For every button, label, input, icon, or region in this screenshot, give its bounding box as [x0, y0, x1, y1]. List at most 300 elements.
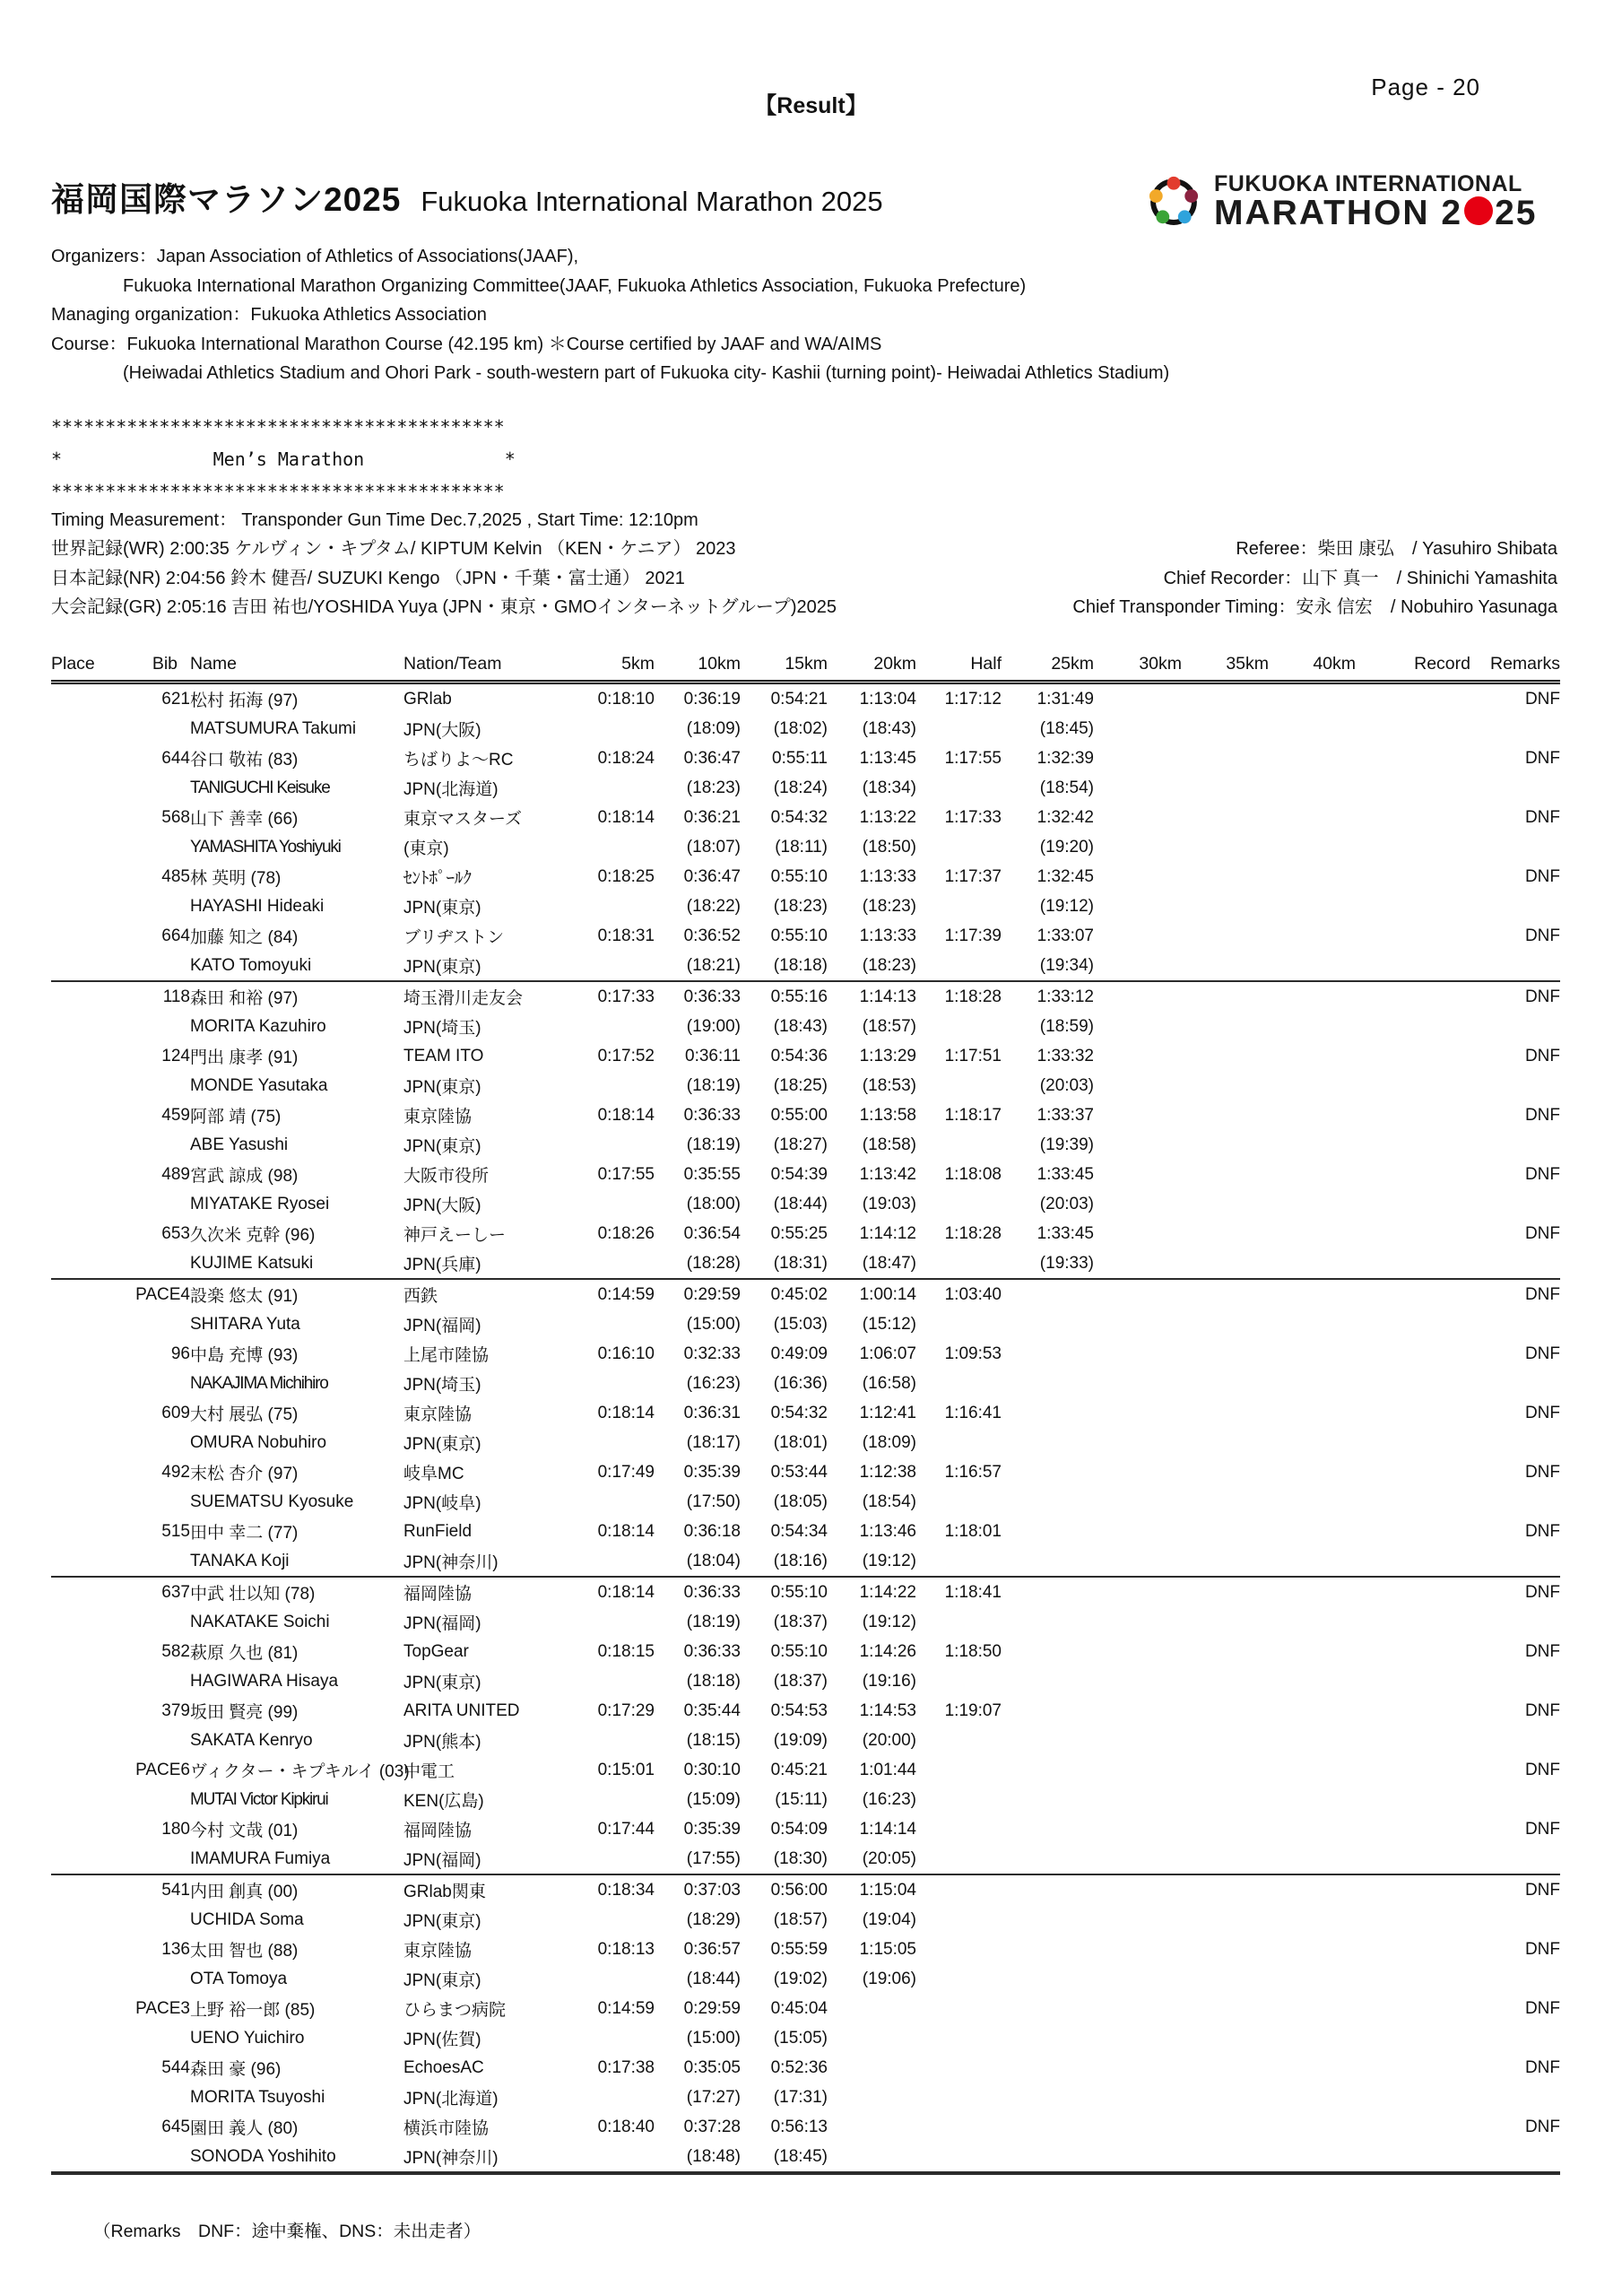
lap-20km-cell: (15:12): [862, 1314, 916, 1334]
split-half-cell: 1:18:08: [944, 1164, 1002, 1184]
runner-row-splits: [51, 1874, 1560, 1905]
lap-half-cell: [916, 1309, 1002, 1339]
name-latin-cell: KUJIME Katsuki: [190, 1253, 314, 1273]
nation-cell: JPN(埼玉): [403, 1376, 481, 1395]
bib-cell: 568: [161, 807, 190, 827]
split-40km-cell: [1269, 2112, 1356, 2142]
lap-15km-cell: (18:44): [773, 1194, 828, 1213]
lap-5km-cell: [587, 2142, 655, 2173]
split-20km-cell: 1:13:33: [859, 866, 916, 886]
lap-35km-cell: [1182, 1785, 1269, 1814]
split-5km-cell: 0:18:40: [597, 2117, 655, 2136]
lap-10km-cell: (18:48): [686, 2146, 741, 2166]
name-latin-cell: SUEMATSU Kyosuke: [190, 1492, 354, 1511]
lap-35km-cell: [1182, 714, 1269, 744]
split-5km-cell: 0:18:31: [597, 926, 655, 945]
header-record: Record: [1414, 654, 1470, 674]
lap-5km-cell: [587, 1369, 655, 1398]
lap-25km-cell: (18:59): [1039, 1016, 1094, 1036]
split-10km-cell: 0:36:18: [683, 1521, 741, 1541]
nation-cell: JPN(埼玉): [403, 1019, 481, 1038]
team-cell: 福岡陸協: [403, 1822, 473, 1840]
remarks-cell: DNF: [1524, 987, 1560, 1006]
bib-cell-empty: [51, 1905, 190, 1935]
lap-20km-cell: (19:12): [862, 1612, 916, 1631]
lap-5km-cell: [587, 1785, 655, 1814]
bib-cell-empty: [51, 951, 190, 981]
split-35km-cell: [1182, 981, 1269, 1012]
lap-20km-cell: (18:54): [862, 1492, 916, 1511]
runner-row-splits: [51, 1814, 1560, 1844]
lap-25km-cell: [1002, 1666, 1094, 1696]
bib-cell-empty: [51, 1785, 190, 1814]
lap-10km-cell: (18:17): [686, 1432, 741, 1452]
record-cell-empty: [1356, 1189, 1470, 1219]
lap-35km-cell: [1182, 2023, 1269, 2053]
lap-15km-cell: (19:02): [773, 1969, 828, 1988]
record-cell-empty: [1356, 1546, 1470, 1577]
runner-row-laps: [51, 1428, 1560, 1457]
lap-30km-cell: [1094, 1726, 1182, 1755]
split-half-cell: 1:18:50: [944, 1641, 1002, 1661]
bib-cell-empty: [51, 2142, 190, 2173]
logo-text: [1214, 172, 1538, 231]
split-5km-cell: 0:18:13: [597, 1939, 655, 1959]
split-30km-cell: [1094, 1637, 1182, 1666]
lap-5km-cell: [587, 1607, 655, 1637]
banner-title: * Men’s Marathon *: [51, 448, 516, 470]
lap-35km-cell: [1182, 2083, 1269, 2112]
split-5km-cell: 0:17:52: [597, 1046, 655, 1065]
split-15km-cell: 0:55:10: [770, 1582, 828, 1602]
page-number: Page - 20: [1371, 74, 1480, 100]
lap-35km-cell: [1182, 1248, 1269, 1279]
bib-cell: 459: [161, 1105, 190, 1125]
lap-half-cell: [916, 1130, 1002, 1160]
lap-10km-cell: (18:04): [686, 1551, 741, 1570]
split-15km-cell: 0:56:13: [770, 2117, 828, 2136]
split-20km-cell: [828, 2112, 916, 2142]
remarks-cell: DNF: [1524, 926, 1560, 945]
split-15km-cell: 0:54:32: [770, 807, 828, 827]
remarks-cell-empty: [1470, 2023, 1560, 2053]
split-25km-cell: [1002, 1696, 1094, 1726]
lap-35km-cell: [1182, 1428, 1269, 1457]
record-cell: [1356, 1994, 1470, 2023]
split-15km-cell: 0:52:36: [770, 2057, 828, 2077]
lap-5km-cell: [587, 714, 655, 744]
lap-5km-cell: [587, 832, 655, 862]
split-35km-cell: [1182, 1100, 1269, 1130]
lap-35km-cell: [1182, 1487, 1269, 1517]
split-5km-cell: 0:16:10: [597, 1344, 655, 1363]
records-block: [51, 535, 1557, 622]
record-cell-empty: [1356, 1309, 1470, 1339]
split-10km-cell: 0:36:33: [683, 987, 741, 1006]
split-25km-cell: 1:33:07: [1037, 926, 1094, 945]
split-35km-cell: [1182, 1814, 1269, 1844]
header-30km: 30km: [1139, 654, 1182, 674]
record-cell: [1356, 1517, 1470, 1546]
split-25km-cell: [1002, 2112, 1094, 2142]
split-15km-cell: 0:55:10: [770, 866, 828, 886]
lap-10km-cell: (18:19): [686, 1075, 741, 1095]
lap-40km-cell: [1269, 1785, 1356, 1814]
lap-15km-cell: (16:36): [773, 1373, 828, 1393]
split-25km-cell: 1:33:32: [1037, 1046, 1094, 1065]
lap-20km-cell: (18:23): [862, 955, 916, 975]
runner-row-laps: [51, 773, 1560, 803]
runner-row-splits: [51, 1637, 1560, 1666]
lap-10km-cell: (18:28): [686, 1253, 741, 1273]
lap-25km-cell: (20:03): [1039, 1075, 1094, 1095]
lap-half-cell: [916, 891, 1002, 921]
split-15km-cell: 0:54:32: [770, 1403, 828, 1422]
lap-5km-cell: [587, 1964, 655, 1994]
remarks-cell-empty: [1470, 1369, 1560, 1398]
remarks-cell: DNF: [1524, 1582, 1560, 1602]
lap-20km-cell: (18:50): [862, 837, 916, 857]
team-cell: 東京陸協: [403, 1942, 473, 1961]
runner-row-splits: [51, 1457, 1560, 1487]
name-jp-cell: 谷口 敬祐 (83): [190, 751, 299, 770]
split-40km-cell: [1269, 1457, 1356, 1487]
record-cell: [1356, 2053, 1470, 2083]
lap-40km-cell: [1269, 1428, 1356, 1457]
runner-row-splits: [51, 1279, 1560, 1309]
split-35km-cell: [1182, 1874, 1269, 1905]
lap-20km-cell: (18:09): [862, 1432, 916, 1452]
split-25km-cell: [1002, 1398, 1094, 1428]
split-30km-cell: [1094, 1577, 1182, 1607]
lap-10km-cell: (15:00): [686, 1314, 741, 1334]
bib-cell: PACE3: [135, 1998, 190, 2018]
lap-5km-cell: [587, 1666, 655, 1696]
runner-row-splits: [51, 1041, 1560, 1071]
lap-half-cell: [916, 1905, 1002, 1935]
team-cell: EchoesAC: [403, 2057, 484, 2077]
remarks-cell: DNF: [1524, 748, 1560, 768]
team-cell: TEAM ITO: [403, 1046, 484, 1065]
bib-cell: 582: [161, 1641, 190, 1661]
split-5km-cell: 0:17:55: [597, 1164, 655, 1184]
split-5km-cell: 0:18:10: [597, 689, 655, 709]
lap-half-cell: [916, 1964, 1002, 1994]
runner-row-laps: [51, 1964, 1560, 1994]
nation-cell: JPN(岐阜): [403, 1494, 481, 1513]
team-cell: ｾﾝﾄﾎﾟｰﾙｸ: [403, 869, 473, 888]
bib-cell: 621: [161, 689, 190, 709]
lap-5km-cell: [587, 2023, 655, 2053]
lap-40km-cell: [1269, 773, 1356, 803]
lap-5km-cell: [587, 1309, 655, 1339]
bib-cell-empty: [51, 832, 190, 862]
runner-row-splits: [51, 2112, 1560, 2142]
split-5km-cell: 0:18:24: [597, 748, 655, 768]
remarks-cell-empty: [1470, 714, 1560, 744]
lap-half-cell: [916, 2023, 1002, 2053]
lap-15km-cell: (18:43): [773, 1016, 828, 1036]
runner-row-laps: [51, 1130, 1560, 1160]
lap-10km-cell: (18:18): [686, 1671, 741, 1691]
remarks-cell-empty: [1470, 1309, 1560, 1339]
split-35km-cell: [1182, 803, 1269, 832]
remarks-cell-empty: [1470, 2142, 1560, 2173]
split-5km-cell: 0:18:15: [597, 1641, 655, 1661]
remarks-cell-empty: [1470, 1189, 1560, 1219]
split-half-cell: 1:17:55: [944, 748, 1002, 768]
split-20km-cell: 1:13:46: [859, 1521, 916, 1541]
name-latin-cell: HAYASHI Hideaki: [190, 896, 325, 916]
name-latin-cell: SONODA Yoshihito: [190, 2146, 336, 2166]
split-30km-cell: [1094, 1279, 1182, 1309]
lap-20km-cell: (18:47): [862, 1253, 916, 1273]
name-jp-cell: 森田 豪 (96): [190, 2060, 282, 2079]
split-30km-cell: [1094, 683, 1182, 715]
lap-15km-cell: (18:57): [773, 1909, 828, 1929]
record-cell-empty: [1356, 832, 1470, 862]
lap-5km-cell: [587, 1546, 655, 1577]
name-jp-cell: 設楽 悠太 (91): [190, 1287, 299, 1306]
team-cell: TopGear: [403, 1641, 469, 1661]
split-10km-cell: 0:35:39: [683, 1819, 741, 1839]
split-15km-cell: 0:55:25: [770, 1223, 828, 1243]
results-table: [51, 642, 1560, 2175]
lap-half-cell: [916, 773, 1002, 803]
remarks-cell: DNF: [1524, 1403, 1560, 1422]
record-cell-empty: [1356, 1905, 1470, 1935]
runner-row-laps: [51, 1487, 1560, 1517]
remarks-cell: DNF: [1524, 2057, 1560, 2077]
split-35km-cell: [1182, 1935, 1269, 1964]
team-cell: 中電工: [403, 1762, 455, 1781]
team-cell: 大阪市役所: [403, 1167, 490, 1186]
lap-40km-cell: [1269, 1546, 1356, 1577]
event-logo: [1141, 169, 1538, 235]
remarks-cell: DNF: [1524, 1344, 1560, 1363]
lap-half-cell: [916, 1607, 1002, 1637]
split-20km-cell: 1:14:14: [859, 1819, 916, 1839]
remarks-cell: DNF: [1524, 1284, 1560, 1304]
split-half-cell: 1:09:53: [944, 1344, 1002, 1363]
info-course-2: (Heiwadai Athletics Stadium and Ohori Park - south-western part of Fukuoka city- Kashii (turning point)- Heiwadai Athletics Stadium): [123, 363, 1170, 383]
logo-line2-pre: MARATHON 2: [1214, 194, 1463, 232]
runner-row-laps: [51, 1607, 1560, 1637]
name-latin-cell: SHITARA Yuta: [190, 1314, 300, 1334]
split-35km-cell: [1182, 1041, 1269, 1071]
lap-5km-cell: [587, 951, 655, 981]
remarks-cell: DNF: [1524, 1223, 1560, 1243]
record-cell: [1356, 1637, 1470, 1666]
record-cell-empty: [1356, 1726, 1470, 1755]
lap-10km-cell: (18:00): [686, 1194, 741, 1213]
header-35km: 35km: [1226, 654, 1269, 674]
lap-25km-cell: (18:54): [1039, 778, 1094, 797]
bib-cell: 492: [161, 1462, 190, 1482]
split-half-cell: 1:18:28: [944, 987, 1002, 1006]
split-40km-cell: [1269, 1994, 1356, 2023]
runner-row-splits: [51, 1577, 1560, 1607]
split-35km-cell: [1182, 921, 1269, 951]
team-cell: ブリヂストン: [403, 928, 505, 947]
bib-cell: 180: [161, 1819, 190, 1839]
lap-5km-cell: [587, 1012, 655, 1041]
name-latin-cell: HAGIWARA Hisaya: [190, 1671, 339, 1691]
record-cell: [1356, 1874, 1470, 1905]
name-latin-cell: MATSUMURA Takumi: [190, 718, 357, 738]
logo-line1: FUKUOKA INTERNATIONAL: [1214, 171, 1522, 196]
runner-row-splits: [51, 1100, 1560, 1130]
lap-20km-cell: (20:00): [862, 1730, 916, 1750]
bib-cell-empty: [51, 1369, 190, 1398]
lap-20km-cell: (18:57): [862, 1016, 916, 1036]
split-20km-cell: 1:13:58: [859, 1105, 916, 1125]
split-15km-cell: 0:55:59: [770, 1939, 828, 1959]
runner-row-laps: [51, 714, 1560, 744]
lap-15km-cell: (18:30): [773, 1848, 828, 1868]
lap-30km-cell: [1094, 1546, 1182, 1577]
record-cell-empty: [1356, 1844, 1470, 1874]
split-35km-cell: [1182, 2053, 1269, 2083]
record-cell: [1356, 1041, 1470, 1071]
lap-25km-cell: [1002, 1546, 1094, 1577]
split-30km-cell: [1094, 2112, 1182, 2142]
bib-cell: 637: [161, 1582, 190, 1602]
split-25km-cell: [1002, 1814, 1094, 1844]
lap-5km-cell: [587, 1726, 655, 1755]
split-25km-cell: 1:31:49: [1037, 689, 1094, 709]
split-10km-cell: 0:35:05: [683, 2057, 741, 2077]
lap-40km-cell: [1269, 891, 1356, 921]
runner-row-laps: [51, 1785, 1560, 1814]
nation-cell: JPN(大阪): [403, 721, 481, 740]
split-5km-cell: 0:14:59: [597, 1284, 655, 1304]
split-10km-cell: 0:36:33: [683, 1105, 741, 1125]
split-25km-cell: 1:33:37: [1037, 1105, 1094, 1125]
split-20km-cell: 1:14:53: [859, 1700, 916, 1720]
name-latin-cell: ABE Yasushi: [190, 1135, 289, 1154]
record-cell: [1356, 1219, 1470, 1248]
bib-cell: PACE4: [135, 1284, 190, 1304]
record-text: 大会記録(GR) 2:05:16 吉田 祐也/YOSHIDA Yuya (JPN・東京・GMOインターネットグループ)2025: [51, 597, 837, 617]
lap-15km-cell: (18:37): [773, 1612, 828, 1631]
name-jp-cell: 林 英明 (78): [190, 869, 282, 888]
name-latin-cell: TANAKA Koji: [190, 1551, 290, 1570]
remarks-legend: （Remarks DNF：途中棄権、DNS：未出走者）: [93, 2222, 481, 2241]
split-25km-cell: [1002, 1457, 1094, 1487]
logo-line2-post: 25: [1495, 194, 1538, 232]
lap-20km-cell: (18:58): [862, 1135, 916, 1154]
team-cell: RunField: [403, 1521, 473, 1541]
split-15km-cell: 0:54:21: [770, 689, 828, 709]
record-cell: [1356, 683, 1470, 715]
split-5km-cell: 0:17:44: [597, 1819, 655, 1839]
info-course: Course：Fukuoka International Marathon Course (42.195 km) ＊Course certified by JAAF and WA/AIMS: [51, 334, 882, 354]
split-40km-cell: [1269, 1041, 1356, 1071]
lap-25km-cell: [1002, 1428, 1094, 1457]
lap-25km-cell: [1002, 1844, 1094, 1874]
runner-row-splits: [51, 744, 1560, 773]
banner-top: ******************************************: [51, 416, 505, 438]
team-cell: 埼玉滑川走友会: [403, 989, 524, 1008]
lap-20km-cell: (18:34): [862, 778, 916, 797]
lap-40km-cell: [1269, 1309, 1356, 1339]
lap-20km-cell: (16:58): [862, 1373, 916, 1393]
record-cell-empty: [1356, 1130, 1470, 1160]
lap-15km-cell: (18:16): [773, 1551, 828, 1570]
runner-row-splits: [51, 1994, 1560, 2023]
split-35km-cell: [1182, 1577, 1269, 1607]
nation-cell: JPN(東京): [403, 1137, 481, 1156]
lap-25km-cell: [1002, 1785, 1094, 1814]
split-20km-cell: 1:13:04: [859, 689, 916, 709]
section-banner: [51, 411, 516, 508]
runner-row-laps: [51, 1666, 1560, 1696]
nation-cell: JPN(東京): [403, 1435, 481, 1454]
lap-40km-cell: [1269, 1248, 1356, 1279]
official-chief-transponder: Chief Transponder Timing：安永 信宏 / Nobuhiro Yasunaga: [1072, 597, 1557, 617]
lap-10km-cell: (15:09): [686, 1789, 741, 1809]
split-10km-cell: 0:37:28: [683, 2117, 741, 2136]
remarks-cell-empty: [1470, 891, 1560, 921]
lap-25km-cell: [1002, 1607, 1094, 1637]
bib-cell: 379: [161, 1700, 190, 1720]
lap-half-cell: [916, 1428, 1002, 1457]
remarks-cell: DNF: [1524, 689, 1560, 709]
name-latin-cell: KATO Tomoyuki: [190, 955, 312, 975]
bib-cell-empty: [51, 1964, 190, 1994]
header-place: Place: [51, 654, 95, 674]
lap-40km-cell: [1269, 1012, 1356, 1041]
lap-30km-cell: [1094, 1844, 1182, 1874]
split-half-cell: 1:17:39: [944, 926, 1002, 945]
runner-row-splits: [51, 1219, 1560, 1248]
lap-30km-cell: [1094, 773, 1182, 803]
lap-15km-cell: (18:18): [773, 955, 828, 975]
nation-cell: JPN(東京): [403, 958, 481, 977]
lap-25km-cell: (19:39): [1039, 1135, 1094, 1154]
split-10km-cell: 0:36:33: [683, 1641, 741, 1661]
split-15km-cell: 0:55:10: [770, 926, 828, 945]
lap-40km-cell: [1269, 1130, 1356, 1160]
lap-20km-cell: (18:43): [862, 718, 916, 738]
split-15km-cell: 0:49:09: [770, 1344, 828, 1363]
split-30km-cell: [1094, 2053, 1182, 2083]
lap-5km-cell: [587, 1130, 655, 1160]
lap-25km-cell: (19:12): [1039, 896, 1094, 916]
split-40km-cell: [1269, 981, 1356, 1012]
split-10km-cell: 0:36:19: [683, 689, 741, 709]
split-15km-cell: 0:55:11: [772, 748, 828, 768]
nation-cell: JPN(熊本): [403, 1733, 481, 1752]
split-half-cell: [916, 1874, 1002, 1905]
result-heading: 【Result】: [754, 93, 868, 118]
split-30km-cell: [1094, 921, 1182, 951]
lap-40km-cell: [1269, 2142, 1356, 2173]
lap-30km-cell: [1094, 1666, 1182, 1696]
lap-40km-cell: [1269, 1964, 1356, 1994]
name-jp-cell: ヴィクター・キプキルイ (03): [190, 1762, 410, 1781]
remarks-cell: DNF: [1524, 1641, 1560, 1661]
split-5km-cell: 0:18:14: [597, 1105, 655, 1125]
record-cell-empty: [1356, 773, 1470, 803]
record-cell: [1356, 862, 1470, 891]
record-cell-empty: [1356, 2023, 1470, 2053]
split-10km-cell: 0:30:10: [683, 1760, 741, 1779]
split-35km-cell: [1182, 2112, 1269, 2142]
lap-40km-cell: [1269, 1905, 1356, 1935]
split-20km-cell: 1:13:42: [859, 1164, 916, 1184]
